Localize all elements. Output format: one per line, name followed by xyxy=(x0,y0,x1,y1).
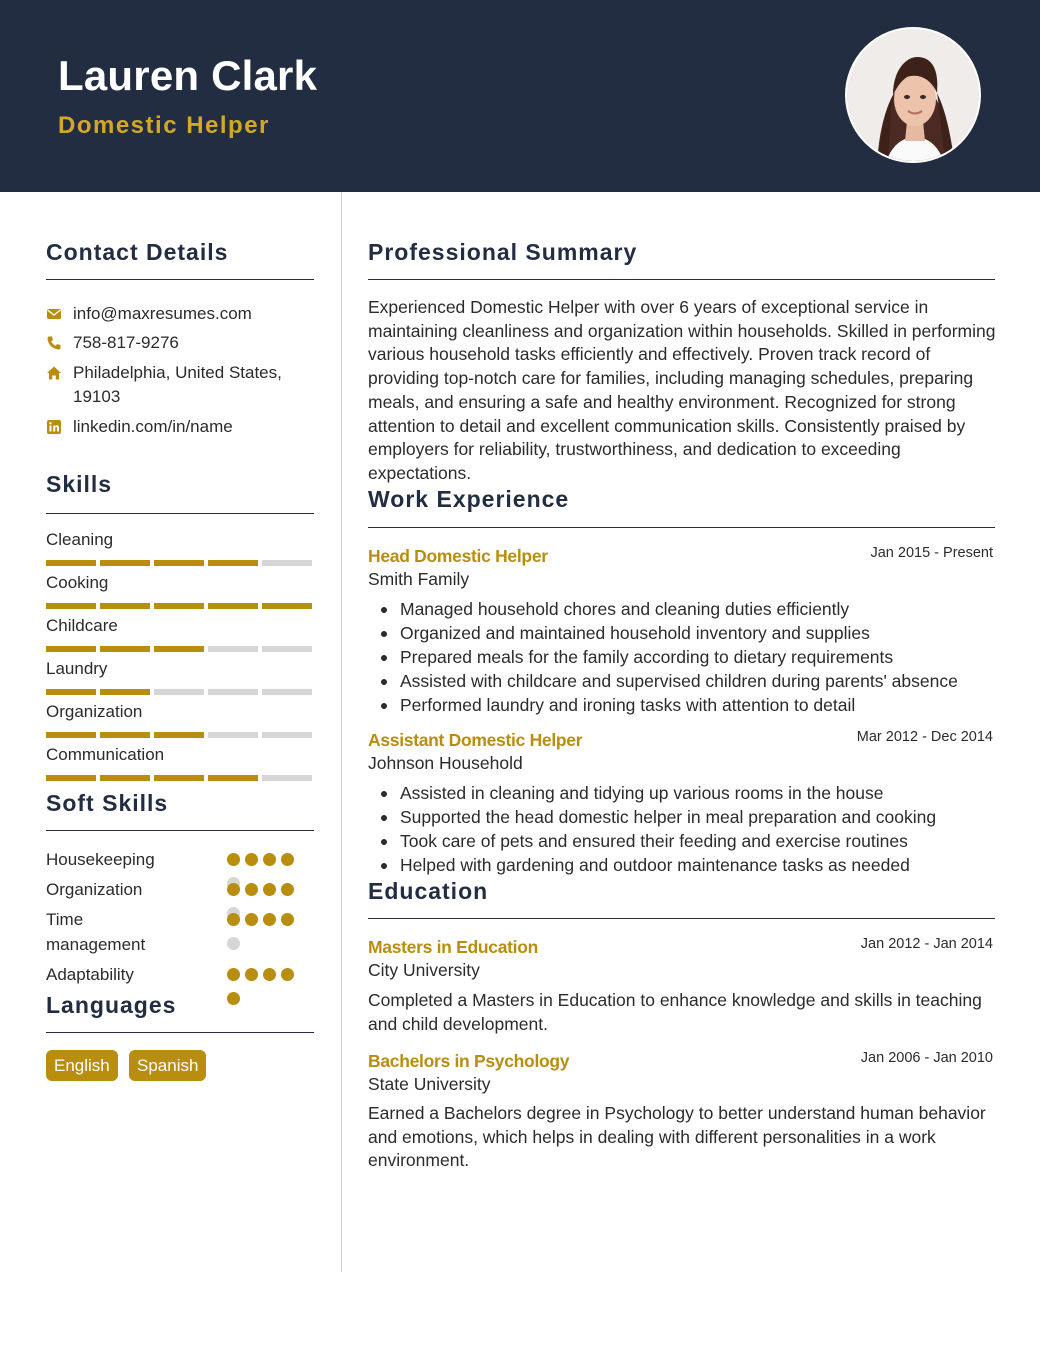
list-item: Helped with gardening and outdoor maintenance tasks as needed xyxy=(368,853,998,877)
degree-dates: Jan 2006 - Jan 2010 xyxy=(860,1050,993,1066)
list-item: Supported the head domestic helper in meal preparation and cooking xyxy=(368,805,998,829)
education-section-title: Education xyxy=(368,878,489,904)
contact-address-line2: 19103 xyxy=(73,387,121,406)
skill-level-segment xyxy=(208,732,258,738)
contact-phone-text: 758-817-9276 xyxy=(73,333,179,352)
skill-name: Laundry xyxy=(46,659,108,678)
skill-level-bar xyxy=(46,689,314,695)
degree-description: Earned a Bachelors degree in Psychology to better understand human behavior and emotions, which helps in dealing with different personalities in a work environment. xyxy=(368,1103,986,1171)
soft-skill-rating-dot xyxy=(281,883,294,896)
skill-level-segment xyxy=(208,646,258,652)
contact-email-text: info@maxresumes.com xyxy=(73,304,252,323)
degree-description: Completed a Masters in Education to enhance knowledge and skills in teaching and child development. xyxy=(368,990,982,1034)
soft-skill-rating-dot xyxy=(245,968,258,981)
phone-icon xyxy=(46,335,62,351)
soft-skill-rating-dot xyxy=(227,992,240,1005)
soft-skill-rating-dot xyxy=(227,937,240,950)
skill-name: Cleaning xyxy=(46,530,114,549)
skill-name: Organization xyxy=(46,702,143,721)
language-badge-spanish: Spanish xyxy=(129,1050,206,1081)
soft-skill-name: Housekeeping xyxy=(46,850,155,869)
skill-level-segment xyxy=(100,775,150,781)
soft-skill-rating-dot xyxy=(227,883,240,896)
soft-skill-rating-dot xyxy=(245,883,258,896)
skills-divider xyxy=(46,513,314,514)
skill-level-segment xyxy=(154,775,204,781)
candidate-role: Domestic Helper xyxy=(58,112,270,139)
language-badge-english: English xyxy=(46,1050,118,1081)
skill-level-bar xyxy=(46,603,314,609)
job-employer: Smith Family xyxy=(368,569,470,589)
languages-section-title: Languages xyxy=(46,992,177,1018)
skill-level-segment xyxy=(154,732,204,738)
skill-name: Childcare xyxy=(46,616,118,635)
skill-level-segment xyxy=(154,560,204,566)
soft-skill-name: Adaptability xyxy=(46,965,134,984)
skill-level-segment xyxy=(46,732,96,738)
skill-level-segment xyxy=(262,732,312,738)
list-item: Assisted with childcare and supervised children during parents' absence xyxy=(368,669,998,693)
summary-section-title: Professional Summary xyxy=(368,239,638,265)
envelope-icon xyxy=(46,306,62,322)
soft-skill-rating-dot xyxy=(263,883,276,896)
skill-name: Cooking xyxy=(46,573,109,592)
skill-level-segment xyxy=(208,689,258,695)
home-icon xyxy=(46,365,62,381)
job-title: Head Domestic Helper xyxy=(368,546,548,566)
skill-level-segment xyxy=(262,689,312,695)
skill-level-segment xyxy=(100,732,150,738)
soft-skill-rating-dot xyxy=(245,853,258,866)
education-divider xyxy=(368,918,995,919)
skill-level-segment xyxy=(46,646,96,652)
skill-level-bar xyxy=(46,732,314,738)
skill-level-segment xyxy=(100,560,150,566)
profile-photo-image xyxy=(847,29,981,163)
soft-skill-rating-dot xyxy=(227,913,240,926)
job-employer: Johnson Household xyxy=(368,753,523,773)
skill-level-segment xyxy=(46,603,96,609)
job-responsibilities xyxy=(368,781,998,877)
soft-skill-rating-dot xyxy=(263,968,276,981)
languages-divider xyxy=(46,1032,314,1033)
soft-skill-rating-dot xyxy=(263,913,276,926)
experience-section-title: Work Experience xyxy=(368,486,570,512)
soft-skill-rating-dot xyxy=(227,968,240,981)
column-divider xyxy=(341,192,342,1272)
soft-skill-rating-dot xyxy=(263,853,276,866)
skill-name: Communication xyxy=(46,745,165,764)
job-dates: Mar 2012 - Dec 2014 xyxy=(856,729,993,745)
job-title: Assistant Domestic Helper xyxy=(368,730,583,750)
degree-dates: Jan 2012 - Jan 2014 xyxy=(860,936,993,952)
soft-skill-name: Organization xyxy=(46,880,143,899)
skill-level-bar xyxy=(46,560,314,566)
degree-title: Masters in Education xyxy=(368,937,539,957)
summary-divider xyxy=(368,279,995,280)
list-item: Took care of pets and ensured their feeding and exercise routines xyxy=(368,829,998,853)
contact-address-line1: Philadelphia, United States, xyxy=(73,363,282,382)
job-dates: Jan 2015 - Present xyxy=(870,545,993,561)
skill-level-segment xyxy=(154,603,204,609)
school-name: City University xyxy=(368,960,480,980)
resume-header xyxy=(0,0,1040,192)
skill-level-segment xyxy=(262,775,312,781)
skill-level-segment xyxy=(100,603,150,609)
skill-level-segment xyxy=(100,646,150,652)
skill-level-segment xyxy=(46,775,96,781)
list-item: Managed household chores and cleaning duties efficiently xyxy=(368,597,998,621)
job-responsibilities xyxy=(368,597,998,717)
contact-section-title: Contact Details xyxy=(46,239,229,265)
skill-level-bar xyxy=(46,646,314,652)
skill-level-segment xyxy=(46,689,96,695)
skills-section-title: Skills xyxy=(46,471,113,497)
skill-level-segment xyxy=(46,560,96,566)
soft-skill-rating-dot xyxy=(227,853,240,866)
soft-skills-divider xyxy=(46,830,314,831)
skill-level-segment xyxy=(262,603,312,609)
skill-level-segment xyxy=(154,689,204,695)
profile-photo xyxy=(845,27,981,163)
soft-skill-rating-dot xyxy=(281,853,294,866)
soft-skill-rating-dot xyxy=(281,968,294,981)
degree-title: Bachelors in Psychology xyxy=(368,1051,570,1071)
skill-level-bar xyxy=(46,775,314,781)
soft-skills-section-title: Soft Skills xyxy=(46,790,169,816)
soft-skill-name: Time management xyxy=(46,910,146,954)
skill-level-segment xyxy=(154,646,204,652)
skill-level-segment xyxy=(262,560,312,566)
skill-level-segment xyxy=(262,646,312,652)
contact-linkedin-text: linkedin.com/in/name xyxy=(73,417,233,436)
skill-level-segment xyxy=(208,560,258,566)
skill-level-segment xyxy=(208,775,258,781)
list-item: Assisted in cleaning and tidying up various rooms in the house xyxy=(368,781,998,805)
experience-divider xyxy=(368,527,995,528)
school-name: State University xyxy=(368,1074,491,1094)
list-item: Performed laundry and ironing tasks with attention to detail xyxy=(368,693,998,717)
contact-divider xyxy=(46,279,314,280)
list-item: Prepared meals for the family according to dietary requirements xyxy=(368,645,998,669)
linkedin-icon xyxy=(46,419,62,435)
skill-level-segment xyxy=(208,603,258,609)
soft-skill-rating-dot xyxy=(245,913,258,926)
summary-text: Experienced Domestic Helper with over 6 years of exceptional service in maintaining cleanliness and organization within households. Skilled in performing various household tasks efficiently and effectively. Proven track record of providing top-notch care for families, including managing schedules, preparing meals, and ensuring a safe and healthy environment. Recognized for strong attention to detail and excellent communication skills. Consistently praised by employers for reliability, trustworthiness, and dedication to exceeding expectations. xyxy=(368,297,996,483)
soft-skill-rating-dot xyxy=(281,913,294,926)
list-item: Organized and maintained household inventory and supplies xyxy=(368,621,998,645)
skill-level-segment xyxy=(100,689,150,695)
candidate-name: Lauren Clark xyxy=(58,52,318,99)
